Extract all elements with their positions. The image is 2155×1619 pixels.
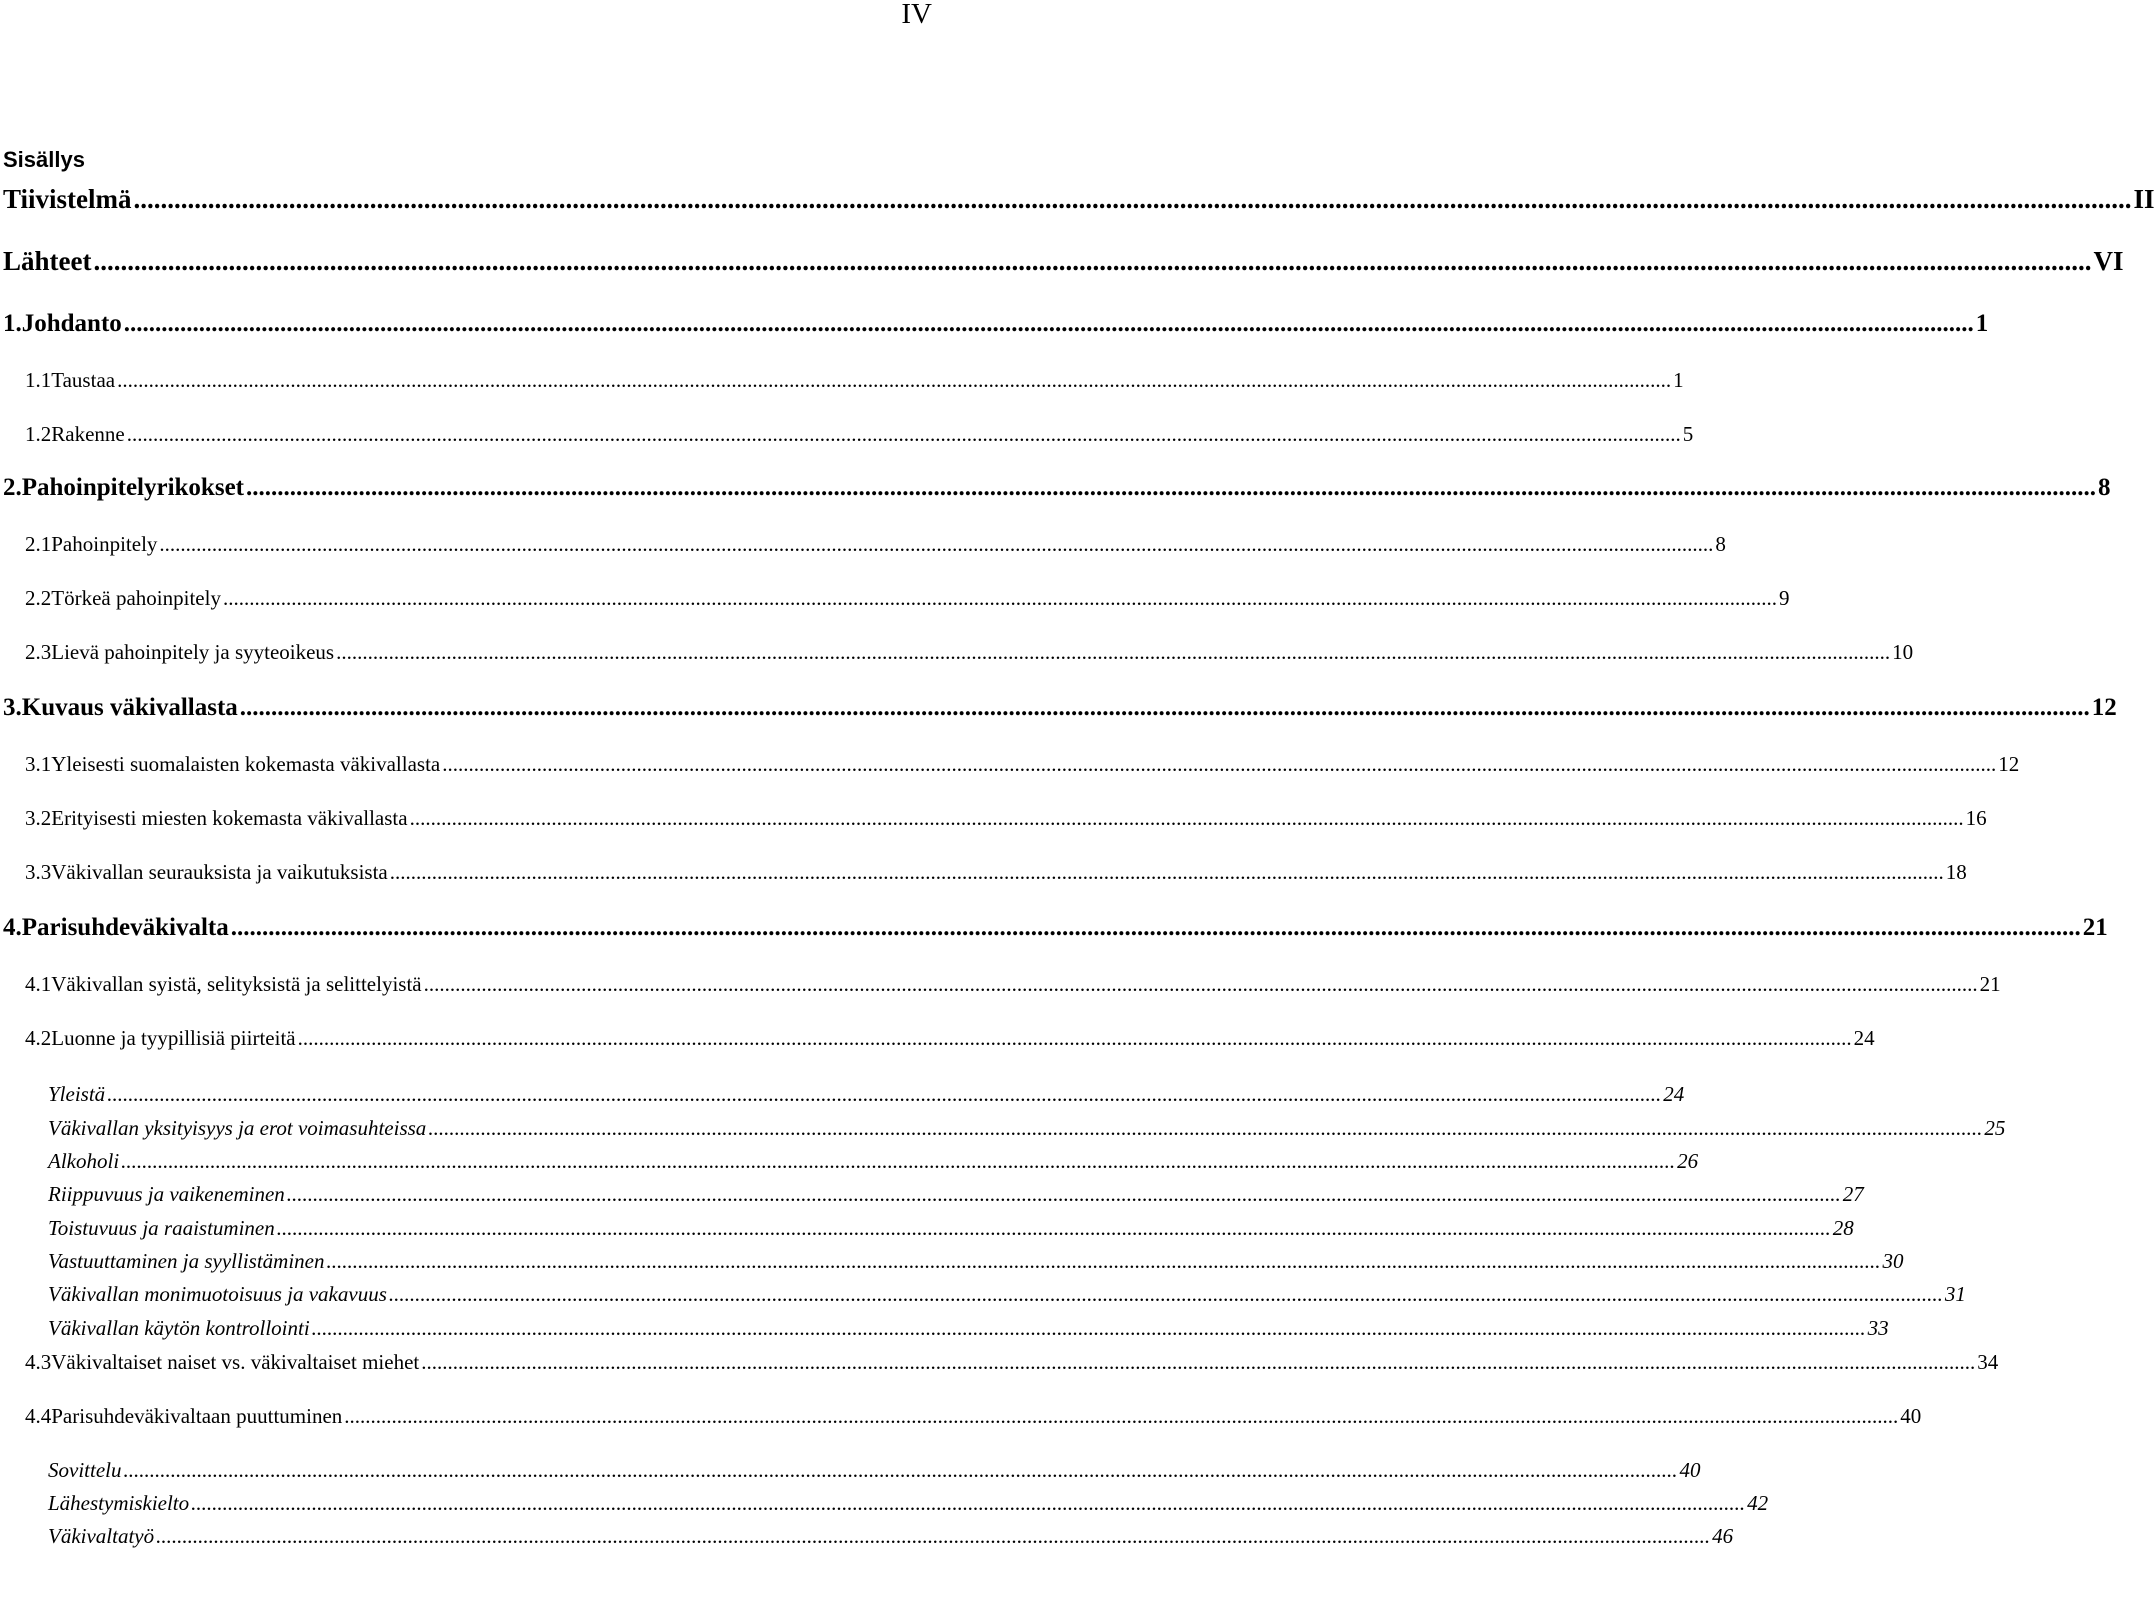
toc-entry-title: Lähestymiskielto (48, 1491, 190, 1515)
toc-entry-subsection[interactable] (48, 1316, 1889, 1341)
toc-entry-page: 30 (1882, 1249, 1904, 1273)
toc-entry-page: 28 (1832, 1216, 1854, 1240)
toc-entry-title: Kuvaus väkivallasta (21, 694, 238, 721)
dot-leader: ........................................................................................................................................................................................................................................................................................................ (133, 184, 2132, 214)
toc-entry-title: Parisuhdeväkivaltaan puuttuminen (51, 1404, 343, 1428)
dot-leader: ........................................................................................................................................................................................................................................................................................................ (239, 694, 2090, 721)
toc-entry-number: 1.2 (25, 422, 52, 446)
toc-entry-page: 10 (1892, 640, 1914, 664)
toc-entry-section[interactable] (25, 752, 2020, 777)
toc-entry-title: Tiivistelmä (3, 184, 132, 214)
toc-entry-number: 4.4 (25, 1404, 52, 1428)
dot-leader: ........................................................................................................................................................................................................................................................................................................ (409, 806, 1964, 830)
toc-entry-page: 27 (1842, 1182, 1864, 1206)
toc-entry-title: Alkoholi (48, 1149, 120, 1173)
toc-entry-page: 24 (1853, 1026, 1875, 1050)
toc-entry-section[interactable] (25, 586, 1790, 611)
dot-leader: ........................................................................................................................................................................................................................................................................................................ (159, 532, 1714, 556)
dot-leader: ........................................................................................................................................................................................................................................................................................................ (156, 1524, 1711, 1548)
toc-entry-sources[interactable] (3, 246, 2124, 277)
toc-entry-abstract[interactable] (3, 184, 2155, 215)
toc-entry-page: 5 (1682, 422, 1694, 446)
toc-entry-title: Väkivallan syistä, selityksistä ja selittelyistä (51, 972, 422, 996)
toc-entry-number: 4.3 (25, 1350, 52, 1374)
toc-entry-number: 3.2 (25, 806, 52, 830)
toc-entry-section[interactable] (25, 640, 1914, 665)
toc-entry-subsection[interactable] (48, 1524, 1734, 1549)
dot-leader: ........................................................................................................................................................................................................................................................................................................ (442, 752, 1997, 776)
toc-entry-page: 24 (1663, 1082, 1685, 1106)
toc-entry-title: Väkivallan käytön kontrollointi (48, 1316, 310, 1340)
dot-leader: ........................................................................................................................................................................................................................................................................................................ (123, 310, 1974, 337)
toc-entry-page: VI (2093, 246, 2124, 276)
dot-leader: ........................................................................................................................................................................................................................................................................................................ (297, 1026, 1852, 1050)
toc-entry-title: Yleisesti suomalaisten kokemasta väkivallasta (51, 752, 441, 776)
toc-entry-subsection[interactable] (48, 1249, 1904, 1274)
toc-entry-number: 4. (3, 914, 22, 941)
dot-leader: ........................................................................................................................................................................................................................................................................................................ (423, 972, 1978, 996)
toc-entry-number: 1. (3, 310, 22, 337)
dot-leader: ........................................................................................................................................................................................................................................................................................................ (107, 1082, 1662, 1106)
toc-entry-page: 18 (1945, 860, 1967, 884)
toc-entry-page: 33 (1867, 1316, 1889, 1340)
toc-entry-page: 34 (1977, 1350, 1999, 1374)
dot-leader: ........................................................................................................................................................................................................................................................................................................ (389, 860, 1944, 884)
toc-entry-subsection[interactable] (48, 1149, 1699, 1174)
toc-entry-page: 9 (1778, 586, 1790, 610)
dot-leader: ........................................................................................................................................................................................................................................................................................................ (421, 1350, 1976, 1374)
toc-entry-section[interactable] (25, 532, 1726, 557)
toc-entry-number: 3.1 (25, 752, 52, 776)
toc-entry-chapter[interactable] (3, 914, 2108, 942)
toc-entry-number: 2. (3, 474, 22, 501)
toc-entry-page: 12 (1998, 752, 2020, 776)
toc-entry-subsection[interactable] (48, 1282, 1966, 1307)
dot-leader: ........................................................................................................................................................................................................................................................................................................ (246, 474, 2096, 501)
toc-entry-title: Taustaa (51, 368, 116, 392)
toc-entry-page: 8 (2098, 474, 2111, 501)
toc-entry-page: 21 (2082, 914, 2108, 941)
toc-entry-title: Pahoinpitelyrikokset (21, 474, 244, 501)
dot-leader: ........................................................................................................................................................................................................................................................................................................ (230, 914, 2081, 941)
toc-entry-subsection[interactable] (48, 1216, 1854, 1241)
toc-entry-page: II (2133, 184, 2155, 214)
toc-entry-page: 42 (1747, 1491, 1769, 1515)
toc-entry-number: 2.2 (25, 586, 52, 610)
toc-entry-section[interactable] (25, 368, 1684, 393)
toc-entry-title: Lähteet (3, 246, 92, 276)
toc-entry-section[interactable] (25, 806, 1987, 831)
page-number: IV (901, 0, 932, 30)
dot-leader: ........................................................................................................................................................................................................................................................................................................ (286, 1182, 1841, 1206)
dot-leader: ........................................................................................................................................................................................................................................................................................................ (428, 1116, 1983, 1140)
toc-entry-title: Luonne ja tyypillisiä piirteitä (51, 1026, 296, 1050)
dot-leader: ........................................................................................................................................................................................................................................................................................................ (121, 1149, 1676, 1173)
toc-entry-page: 25 (1984, 1116, 2006, 1140)
toc-entry-number: 2.1 (25, 532, 52, 556)
dot-leader: ........................................................................................................................................................................................................................................................................................................ (276, 1216, 1831, 1240)
dot-leader: ........................................................................................................................................................................................................................................................................................................ (117, 368, 1672, 392)
toc-entry-title: Parisuhdeväkivalta (21, 914, 229, 941)
toc-entry-number: 1.1 (25, 368, 52, 392)
toc-entry-title: Lievä pahoinpitely ja syyteoikeus (51, 640, 335, 664)
dot-leader: ........................................................................................................................................................................................................................................................................................................ (191, 1491, 1746, 1515)
toc-entry-title: Väkivaltatyö (48, 1524, 155, 1548)
toc-entry-page: 1 (1673, 368, 1684, 392)
toc-entry-number: 3. (3, 694, 22, 721)
toc-entry-page: 40 (1900, 1404, 1922, 1428)
toc-entry-section[interactable] (25, 972, 2001, 997)
toc-entry-title: Sovittelu (48, 1458, 122, 1482)
toc-entry-title: Toistuvuus ja raaistuminen (48, 1216, 275, 1240)
toc-entry-title: Johdanto (21, 310, 122, 337)
toc-entry-page: 46 (1712, 1524, 1734, 1548)
dot-leader: ........................................................................................................................................................................................................................................................................................................ (344, 1404, 1899, 1428)
toc-entry-number: 4.2 (25, 1026, 52, 1050)
dot-leader: ........................................................................................................................................................................................................................................................................................................ (222, 586, 1777, 610)
toc-entry-section[interactable] (25, 422, 1694, 447)
toc-entry-subsection[interactable] (48, 1082, 1685, 1107)
toc-entry-section[interactable] (25, 1350, 1999, 1375)
toc-entry-section[interactable] (25, 1404, 1922, 1429)
toc-entry-chapter[interactable] (3, 474, 2111, 502)
toc-entry-page: 16 (1965, 806, 1987, 830)
toc-entry-subsection[interactable] (48, 1182, 1864, 1207)
toc-entry-section[interactable] (25, 1026, 1875, 1051)
toc-entry-page: 26 (1677, 1149, 1699, 1173)
toc-entry-page: 21 (1979, 972, 2001, 996)
toc-entry-subsection[interactable] (48, 1116, 2006, 1141)
dot-leader: ........................................................................................................................................................................................................................................................................................................ (326, 1249, 1881, 1273)
toc-entry-title: Riippuvuus ja vaikeneminen (48, 1182, 285, 1206)
toc-entry-subsection[interactable] (48, 1491, 1769, 1516)
toc-entry-chapter[interactable] (3, 310, 1989, 338)
toc-entry-page: 1 (1975, 310, 1989, 337)
toc-entry-chapter[interactable] (3, 694, 2117, 722)
toc-entry-number: 2.3 (25, 640, 52, 664)
dot-leader: ........................................................................................................................................................................................................................................................................................................ (311, 1316, 1866, 1340)
toc-entry-page: 8 (1715, 532, 1726, 556)
dot-leader: ........................................................................................................................................................................................................................................................................................................ (123, 1458, 1678, 1482)
toc-entry-title: Yleistä (48, 1082, 106, 1106)
toc-entry-subsection[interactable] (48, 1458, 1701, 1483)
toc-entry-section[interactable] (25, 860, 1967, 885)
dot-leader: ........................................................................................................................................................................................................................................................................................................ (126, 422, 1681, 446)
toc-entry-page: 40 (1679, 1458, 1701, 1482)
toc-entry-page: 12 (2091, 694, 2117, 721)
toc-entry-title: Väkivallan monimuotoisuus ja vakavuus (48, 1282, 387, 1306)
toc-entry-title: Väkivallan yksityisyys ja erot voimasuhteissa (48, 1116, 427, 1140)
toc-entry-title: Vastuuttaminen ja syyllistäminen (48, 1249, 325, 1273)
toc-entry-title: Törkeä pahoinpitely (51, 586, 221, 610)
dot-leader: ........................................................................................................................................................................................................................................................................................................ (388, 1282, 1943, 1306)
toc-entry-title: Väkivallan seurauksista ja vaikutuksista (51, 860, 388, 884)
toc-entry-title: Erityisesti miesten kokemasta väkivallasta (51, 806, 408, 830)
toc-entry-title: Rakenne (51, 422, 125, 446)
toc-heading: Sisällys (3, 147, 85, 172)
toc-entry-page: 31 (1944, 1282, 1966, 1306)
dot-leader: ........................................................................................................................................................................................................................................................................................................ (93, 246, 2092, 276)
toc-entry-number: 4.1 (25, 972, 52, 996)
dot-leader: ........................................................................................................................................................................................................................................................................................................ (336, 640, 1891, 664)
toc-entry-number: 3.3 (25, 860, 52, 884)
toc-entry-title: Väkivaltaiset naiset vs. väkivaltaiset miehet (51, 1350, 420, 1374)
toc-entry-title: Pahoinpitely (51, 532, 158, 556)
